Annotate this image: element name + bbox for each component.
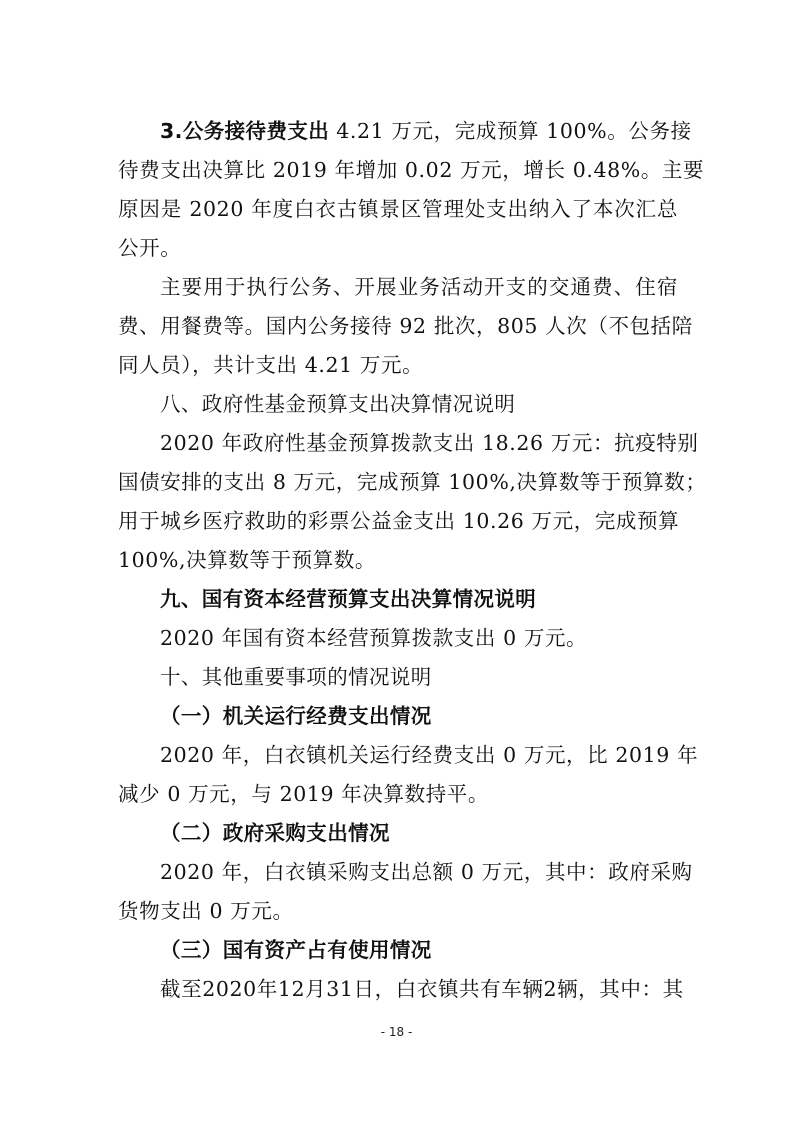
section3-line1 [160, 117, 692, 145]
section10-sub1-line1: 2020 年，白衣镇机关运行经费支出 0 万元，比 2019 年 [160, 743, 699, 767]
section8-heading: 八、政府性基金预算支出决算情况说明 [160, 392, 516, 416]
section9-line1: 2020 年国有资本经营预算拨款支出 0 万元。 [160, 626, 588, 650]
section3-line4: 公开。 [118, 236, 182, 260]
section8-line1: 2020 年政府性基金预算拨款支出 18.26 万元：抗疫特别 [160, 431, 699, 455]
section3-line1-text: 4.21 万元，完成预算 100%。公务接 [336, 119, 692, 143]
section9-heading: 九、国有资本经营预算支出决算情况说明 [160, 587, 537, 611]
section10-sub2-line2: 货物支出 0 万元。 [118, 899, 294, 923]
page-number: - 18 - [380, 1025, 413, 1039]
section3-line2: 待费支出决算比 2019 年增加 0.02 万元，增长 0.48%。主要 [118, 158, 705, 182]
section3-line3: 原因是 2020 年度白衣古镇景区管理处支出纳入了本次汇总 [118, 197, 678, 221]
section10-sub3-heading: （三）国有资产占有使用情况 [160, 938, 432, 962]
section8-line2: 国债安排的支出 8 万元，完成预算 100%,决算数等于预算数； [118, 470, 707, 494]
section3-para2-line2: 费、用餐费等。国内公务接待 92 批次，805 人次（不包括陪 [118, 314, 693, 338]
section3-para2-line3: 同人员），共计支出 4.21 万元。 [118, 353, 424, 377]
section10-sub2-line1: 2020 年，白衣镇采购支出总额 0 万元，其中：政府采购 [160, 860, 693, 884]
section3-para2-line1: 主要用于执行公务、开展业务活动开支的交通费、住宿 [160, 275, 678, 299]
section3-title: 3.公务接待费支出 [160, 119, 330, 143]
section8-line3: 用于城乡医疗救助的彩票公益金支出 10.26 万元，完成预算 [118, 509, 680, 533]
section10-sub1-line2: 减少 0 万元，与 2019 年决算数持平。 [118, 782, 489, 806]
section10-heading: 十、其他重要事项的情况说明 [160, 665, 432, 689]
section10-sub2-heading: （二）政府采购支出情况 [160, 821, 390, 845]
section10-sub1-heading: （一）机关运行经费支出情况 [160, 704, 432, 728]
section8-line4: 100%,决算数等于预算数。 [118, 548, 377, 572]
section10-sub3-line1: 截至2020年12月31日，白衣镇共有车辆2辆，其中：其 [160, 977, 684, 1001]
